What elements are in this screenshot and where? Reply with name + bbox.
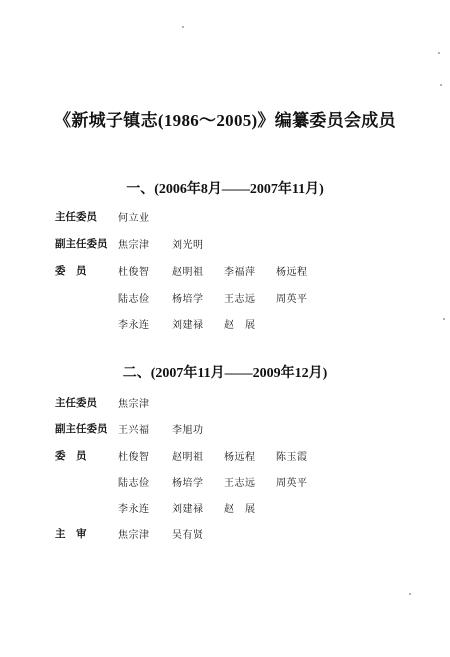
member-name: 焦宗津	[118, 530, 150, 541]
role-label: 副主任委员	[55, 423, 108, 435]
member-name: 李永连	[118, 504, 150, 515]
role-label: 委 员	[55, 450, 87, 462]
member-name: 刘光明	[172, 240, 204, 251]
member-name: 赵 展	[224, 320, 256, 331]
member-name: 杜俊智	[118, 267, 150, 278]
section-2-row-director	[0, 395, 450, 411]
section-2-row-members-3	[0, 500, 450, 516]
member-name: 陆志俭	[118, 294, 150, 305]
section-2-row-reviewer	[0, 526, 450, 542]
member-name: 陆志俭	[118, 478, 150, 489]
member-name: 周英平	[276, 294, 308, 305]
section-2-heading: 二、(2007年11月——2009年12月)	[122, 366, 328, 381]
member-name: 刘建禄	[172, 504, 204, 515]
member-name: 李福萍	[224, 267, 256, 278]
member-name: 王志远	[224, 294, 256, 305]
scan-speck	[443, 318, 445, 320]
section-1-heading: 一、(2006年8月——2007年11月)	[126, 182, 324, 197]
member-name: 杜俊智	[118, 452, 150, 463]
role-label: 副主任委员	[55, 238, 108, 250]
member-name: 焦宗津	[118, 399, 150, 410]
page-title: 《新城子镇志(1986～2005)》编纂委员会成员	[54, 111, 396, 130]
section-1-row-director	[0, 209, 450, 225]
role-label: 主 审	[55, 528, 87, 540]
section-2-row-members-2	[0, 474, 450, 490]
role-label: 主任委员	[55, 211, 97, 223]
member-name: 刘建禄	[172, 320, 204, 331]
member-name: 杨培学	[172, 478, 204, 489]
role-label: 主任委员	[55, 397, 97, 409]
member-name: 李旭功	[172, 425, 204, 436]
member-name: 焦宗津	[118, 240, 150, 251]
member-name: 周英平	[276, 478, 308, 489]
role-label: 委 员	[55, 265, 87, 277]
section-1-row-members-2	[0, 290, 450, 306]
member-name: 赵明祖	[172, 267, 204, 278]
member-name: 王兴福	[118, 425, 150, 436]
scan-speck	[182, 26, 184, 28]
section-2-row-members	[0, 448, 450, 464]
member-name: 王志远	[224, 478, 256, 489]
member-name: 何立业	[118, 213, 150, 224]
section-1-row-members	[0, 263, 450, 279]
scan-speck	[409, 593, 411, 595]
scan-speck	[440, 84, 442, 86]
member-name: 杨远程	[224, 452, 256, 463]
member-name: 赵 展	[224, 504, 256, 515]
scan-speck	[438, 52, 440, 54]
member-name: 吴有贤	[172, 530, 204, 541]
section-1-row-members-3	[0, 316, 450, 332]
section-1-row-deputy	[0, 236, 450, 252]
member-name: 陈玉霞	[276, 452, 308, 463]
member-name: 赵明祖	[172, 452, 204, 463]
member-name: 杨培学	[172, 294, 204, 305]
member-name: 杨远程	[276, 267, 308, 278]
section-2-row-deputy	[0, 421, 450, 437]
member-name: 李永连	[118, 320, 150, 331]
